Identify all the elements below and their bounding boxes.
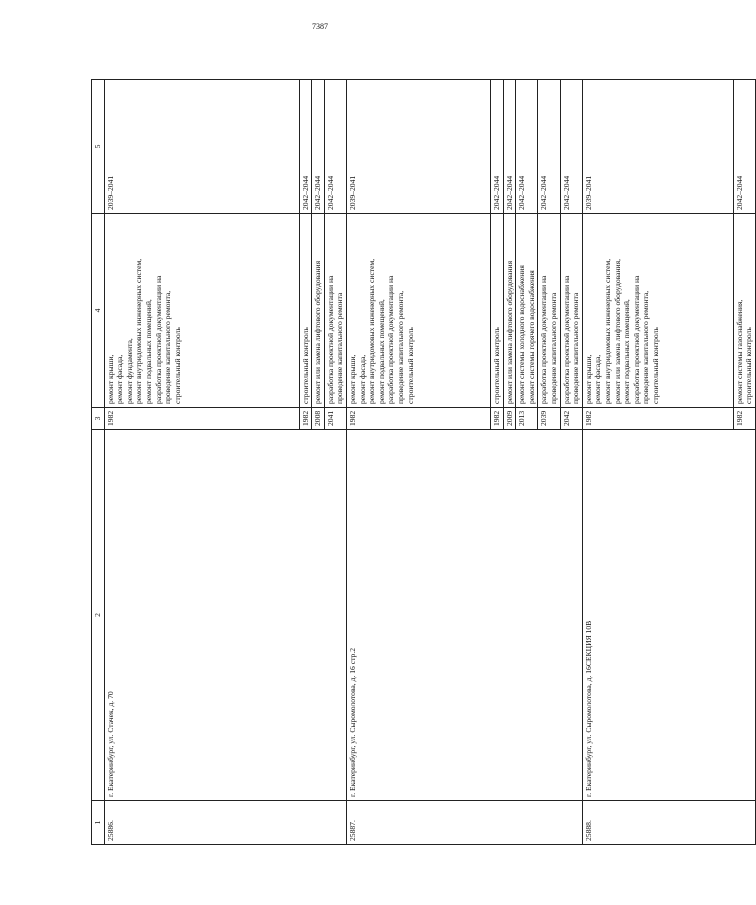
table-body: [92, 80, 756, 845]
year-cell: 1982: [346, 408, 490, 430]
works-line: ремонт крыши,: [583, 354, 593, 404]
works-line: разработка проектной документации на: [153, 275, 163, 404]
works-line: строительный контроль: [650, 327, 660, 404]
period-cell: 2042–2044: [538, 80, 560, 214]
year-cell: 2039: [538, 408, 560, 430]
works-line: ремонт системы газоснабжения,: [734, 299, 744, 404]
period-cell: 2039–2041: [104, 80, 299, 214]
works-cell: [299, 214, 312, 408]
repair-schedule-table: [91, 79, 756, 845]
header-cell-4: 4: [92, 214, 105, 408]
period-cell: 2039–2041: [582, 80, 733, 214]
works-line: ремонт подвальных помещений,: [622, 299, 632, 404]
works-line: проведение капитального ремонта: [571, 292, 581, 404]
works-line: разработка проектной документации на: [386, 275, 396, 404]
year-cell: 1982: [733, 408, 755, 430]
year-cell: 2042: [560, 408, 582, 430]
works-line: ремонт или замена лифтового оборудования,: [612, 259, 622, 404]
header-cell-1: 1: [92, 801, 105, 845]
row-number: 25887.: [346, 801, 582, 845]
period-cell: 2042–2044: [733, 80, 755, 214]
header-cell-2: 2: [92, 430, 105, 801]
works-cell: [312, 214, 325, 408]
works-line: строительный контроль: [744, 327, 754, 404]
works-line: ремонт крыши,: [347, 354, 357, 404]
works-line: ремонт внутридомовых инженерных систем,: [134, 258, 144, 404]
row-number: 25886.: [104, 801, 346, 845]
works-line: проведение капитального ремонта: [335, 292, 345, 404]
address-cell: г. Екатеринбург, ул. Сыромолотова, д. 16 стр.2: [346, 430, 582, 801]
table-row: [104, 80, 299, 845]
works-line: строительный контроль: [491, 327, 501, 404]
works-line: ремонт фасада,: [357, 354, 367, 404]
works-line: проведение капитального ремонта: [548, 292, 558, 404]
works-line: ремонт крыши,: [105, 354, 115, 404]
year-cell: 1982: [582, 408, 733, 430]
works-line: ремонт подвальных помещений,: [143, 299, 153, 404]
address-cell: г. Екатеринбург, ул. Сыромолотова, д. 16СЕКЦИЯ 10В: [582, 430, 755, 801]
year-cell: 1982: [490, 408, 503, 430]
row-number: 25888.: [582, 801, 755, 845]
year-cell: 2009: [503, 408, 516, 430]
works-line: разработка проектной документации на: [539, 275, 549, 404]
works-cell: [503, 214, 516, 408]
works-line: проведение капитального ремонта,: [641, 290, 651, 404]
works-cell: [582, 214, 733, 408]
page-number: 7387: [312, 22, 328, 31]
year-cell: 2008: [312, 408, 325, 430]
period-cell: 2042–2044: [312, 80, 325, 214]
works-line: ремонт подвальных помещений,: [376, 299, 386, 404]
works-line: разработка проектной документации на: [325, 275, 335, 404]
year-cell: 2013: [516, 408, 538, 430]
period-cell: 2042–2044: [503, 80, 516, 214]
works-cell: [490, 214, 503, 408]
period-cell: 2039–2041: [346, 80, 490, 214]
header-row: [92, 80, 105, 845]
works-line: ремонт системы холодного водоснабжения: [517, 265, 527, 404]
works-cell: [516, 214, 538, 408]
table-row: [582, 80, 733, 845]
header-cell-3: 3: [92, 408, 105, 430]
address-cell: г. Екатеринбург, ул. Стачек, д. 70: [104, 430, 346, 801]
works-line: строительный контроль: [172, 327, 182, 404]
rotated-table-wrapper: [91, 80, 754, 845]
year-cell: 1982: [104, 408, 299, 430]
works-line: строительный контроль: [405, 327, 415, 404]
works-cell: [733, 214, 755, 408]
works-cell: [346, 214, 490, 408]
works-cell: [104, 214, 299, 408]
header-cell-5: 5: [92, 80, 105, 214]
works-line: ремонт фасада,: [115, 354, 125, 404]
works-cell: [538, 214, 560, 408]
works-line: строительный контроль: [300, 327, 310, 404]
works-line: разработка проектной документации на: [561, 275, 571, 404]
works-line: ремонт внутридомовых инженерных систем,: [367, 258, 377, 404]
works-line: ремонт фундамента,: [124, 338, 134, 404]
works-line: ремонт или замена лифтового оборудования: [504, 260, 514, 404]
period-cell: 2042–2044: [490, 80, 503, 214]
year-cell: 2041: [324, 408, 346, 430]
period-cell: 2042–2044: [560, 80, 582, 214]
works-cell: [324, 214, 346, 408]
table-frame: [91, 80, 754, 845]
works-line: ремонт или замена лифтового оборудования: [313, 260, 323, 404]
works-line: ремонт внутридомовых инженерных систем,: [602, 258, 612, 404]
works-line: проведение капитального ремонта,: [163, 290, 173, 404]
works-line: ремонт фасада,: [593, 354, 603, 404]
period-cell: 2042–2044: [516, 80, 538, 214]
year-cell: 1982: [299, 408, 312, 430]
works-cell: [560, 214, 582, 408]
works-line: разработка проектной документации на: [631, 275, 641, 404]
table-row: [346, 80, 490, 845]
period-cell: 2042–2044: [299, 80, 312, 214]
works-line: проведение капитального ремонта,: [395, 290, 405, 404]
period-cell: 2042–2044: [324, 80, 346, 214]
works-line: ремонт системы горячего водоснабжения: [526, 270, 536, 404]
